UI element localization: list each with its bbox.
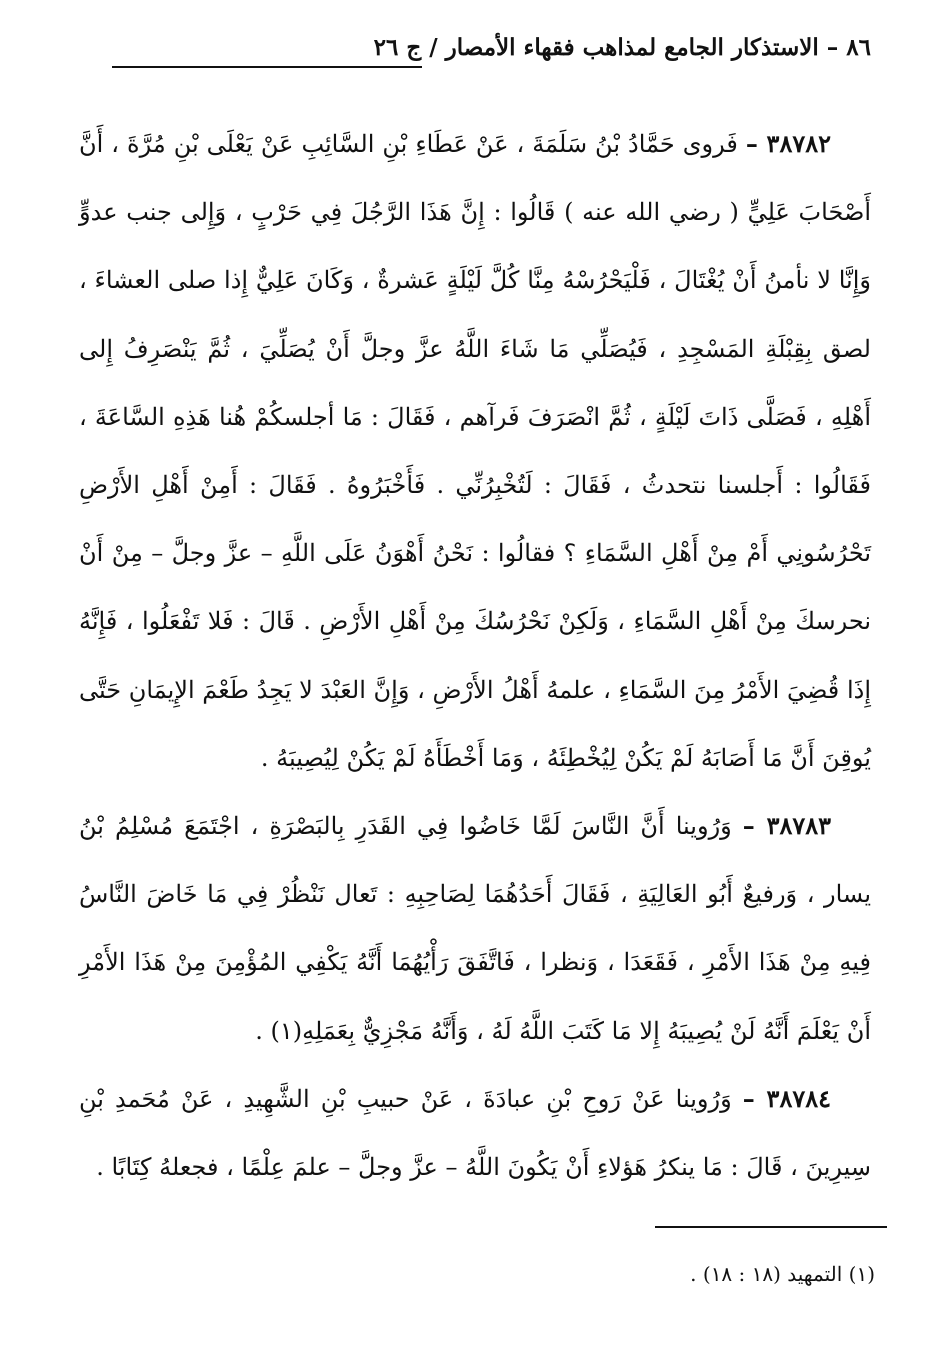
hadith-text: فَروى حَمَّادُ بْنُ سَلَمَةَ ، عَنْ عَطَاءِ بْنِ السَّائِبِ عَنْ يَعْلَى بْنِ مُرَّةَ ، أَنَّ أَصْحَابَ عَلِيٍّ ( رضي الله عنه ) قَالُوا : إِنَّ هَذَا الرَّجُلَ فِي حَرْبٍ ، وَإِلى جنب عدوٍّ وَإِنَّا لا نأمنُ أَنْ يُغْتَالَ ، فَلْيَحْرُسْهُ مِنَّا كُلَّ لَيْلَةٍ عَشرةٌ ، وَكَانَ عَلِيٌّ إِذا صلى العشاءَ ، لصق بِقِبْلَةِ المَسْجِدِ ، فَيُصَلِّي مَا شَاءَ اللَّهُ عزَّ وجلَّ أَنْ يُصَلِّيَ ، ثُمَّ يَنْصَرِفُ إِلى أَهْلِهِ ، فَصَلَّى ذَاتَ لَيْلَةٍ ، ثُمَّ انْصَرَفَ فَرآهم ، فَقَالَ : مَا أجلسكُمْ هُنا هَذِهِ السَّاعَةَ ، فَقَالُوا : أَجلسنا نتحدثُ ، فَقَالَ : لَتُخْبِرُنِّي . فَأَخْبَرُوهُ . فَقَالَ : أَمِنْ أَهْلِ الأَرْضِ تَحْرُسُونِي أَمْ مِنْ أَهْلِ السَّمَاءِ ؟ فقالُوا : نَحْنُ أَهْوَنُ عَلَى اللَّهِ – عزَّ وجلَّ – مِنْ أَنْ نحرسكَ مِنْ أَهْلِ السَّمَاءِ ، وَلَكِنْ نَحْرُسُكَ مِنْ أَهْلِ الأَرْضِ . قَالَ : فَلا تَفْعَلُوا ، فَإِنَّهُ إِذَا قُضِيَ الأَمْرُ مِنَ السَّمَاءِ ، علمهُ أَهْلُ الأَرْضِ ، وَإِنَّ العَبْدَ لا يَجِدُ طَعْمَ الإِيمَانِ حَتَّى يُوقِنَ أَنَّ مَا أَصَابَهُ لَمْ يَكُنْ لِيُخْطِئَهُ ، وَمَا أَخْطَأَهُ لَمْ يَكُنْ لِيُصِيبَهُ . <box>79 130 871 772</box>
hadith-number: ٣٨٧٨٣ – <box>742 811 832 841</box>
hadith-text: وَرُوينا عَنْ رَوحِ بْنِ عبادَةَ ، عَنْ حبيبِ بْنِ الشَّهِيدِ ، عَنْ مُحَمدِ بْنِ سِيرِينَ ، قَالَ : مَا ينكرُ هَؤلاءِ أَنْ يَكُونَ اللَّهُ – عزَّ وجلَّ – علمَ عِلْمًا ، فجعلهُ كِتَابًا . <box>79 1084 871 1182</box>
footnote: (١) التمهيد (١٨ : ١٨) . <box>690 1262 875 1286</box>
header-rule <box>112 66 422 68</box>
hadith-text: وَرُوينا أَنَّ النَّاسَ لَمَّا خَاضُوا فِي القَدَرِ بِالبَصْرَةِ ، اجْتَمَعَ مُسْلِمُ بْنُ يسار ، وَرفيعٌ أَبُو العَالِيَةِ ، فَقَالَ أَحَدُهُمَا لِصَاحِبِهِ : تَعال نَنْظُرْ فِي مَا خَاضَ النَّاسُ فِيهِ مِنْ هَذَا الأَمْرِ ، فَقَعَدَا ، وَنظرا ، فَاتَّفَقَ رَأْيُهُمَا أَنَّهُ يَكْفِي المُؤْمِنَ مِنْ هَذَا الأَمْرِ أَنْ يَعْلَمَ أَنَّهُ لَنْ يُصِيبَهُ إِلا مَا كَتَبَ اللَّهُ لَهُ ، وَأَنَّهُ مَجْزِيٌّ بِعَمَلِهِ(١) . <box>79 812 871 1045</box>
hadith-number: ٣٨٧٨٤ – <box>742 1083 831 1113</box>
running-header: ٨٦ – الاستذكار الجامع لمذاهب فقهاء الأمصار / ج ٢٦ <box>373 34 871 61</box>
footnote-rule <box>655 1226 887 1228</box>
hadith-paragraph <box>79 110 871 792</box>
hadith-paragraph <box>79 1065 871 1201</box>
hadith-paragraph <box>79 792 871 1065</box>
hadith-number: ٣٨٧٨٢ – <box>745 129 831 158</box>
main-text <box>79 110 871 1201</box>
